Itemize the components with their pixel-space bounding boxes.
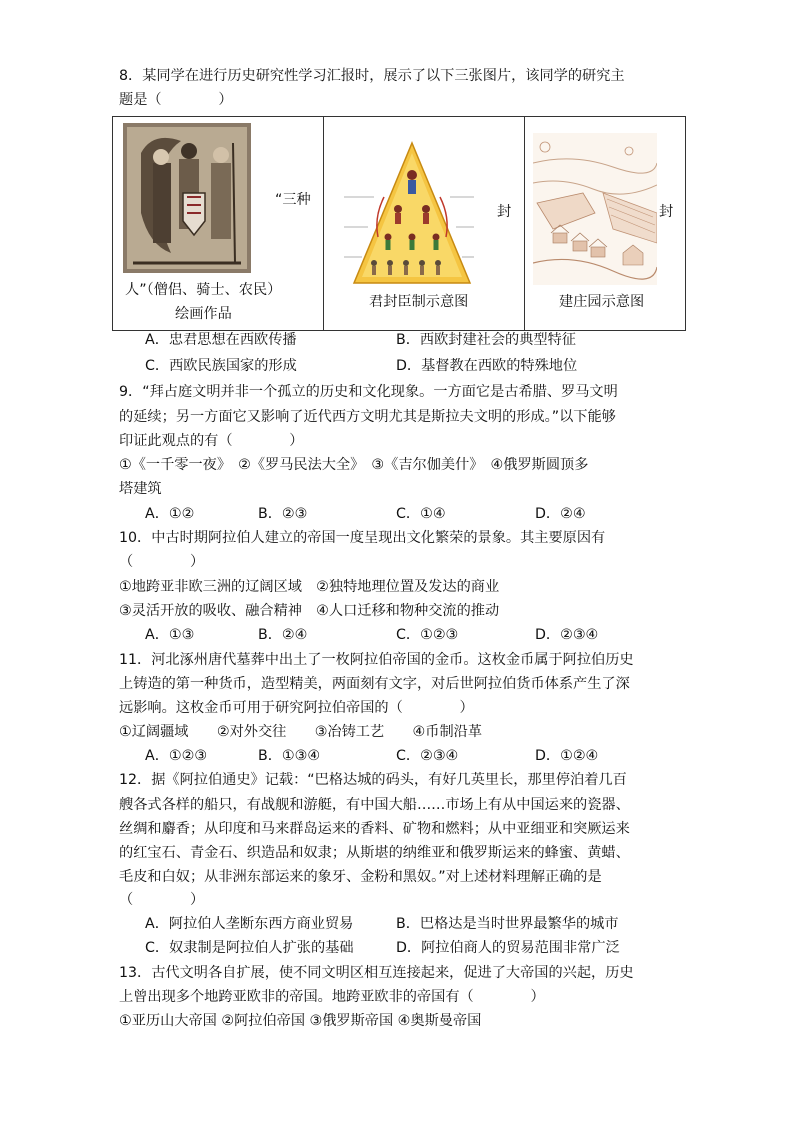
- q10-line3: ①地跨亚非欧三洲的辽阔区域 ②独特地理位置及发达的商业: [119, 579, 500, 595]
- q9-option-b: B．②③: [258, 506, 308, 522]
- q8-option-b: B．西欧封建社会的典型特征: [396, 332, 576, 348]
- q13-line3: ①亚历山大帝国 ②阿拉伯帝国 ③俄罗斯帝国 ④奥斯曼帝国: [119, 1013, 482, 1029]
- fig1-label-bottom2: 绘画作品: [175, 306, 232, 322]
- q11-line1: 11．河北涿州唐代墓葬中出土了一枚阿拉伯帝国的金币。这枚金币属于阿拉伯历史: [119, 652, 634, 668]
- q11-line2: 上铸造的第一种货币，造型精美，两面刻有文字，对后世阿拉伯货币体系产生了深: [119, 676, 630, 692]
- fig2-right-char: 封: [497, 204, 512, 220]
- q12-line3: 丝绸和麝香；从印度和马来群岛运来的香料、矿物和燃料；从中亚细亚和突厥运来: [119, 821, 630, 837]
- q12-option-a: A．阿拉伯人垄断东西方商业贸易: [145, 916, 354, 932]
- q9-line2: 的延续；另一方面它又影响了近代西方文明尤其是斯拉夫文明的形成。”以下能够: [119, 409, 616, 425]
- q8-option-d: D．基督教在西欧的特殊地位: [396, 358, 578, 374]
- q9-option-d: D．②④: [535, 506, 586, 522]
- q11-line3: 远影响。这枚金币可用于研究阿拉伯帝国的（ ）: [119, 700, 474, 716]
- manor-illustration-image: [533, 133, 657, 285]
- figure-three-estates: [113, 117, 324, 331]
- figure-manor: [525, 117, 686, 331]
- q12-option-b: B．巴格达是当时世界最繁华的城市: [396, 916, 619, 932]
- q8-stem-line1: 8．某同学在进行历史研究性学习汇报时，展示了以下三张图片，该同学的研究主: [119, 68, 625, 84]
- q9-option-c: C．①④: [396, 506, 446, 522]
- q12-line6: （ ）: [119, 892, 205, 908]
- q10-option-b: B．②④: [258, 627, 308, 643]
- q13-line2: 上曾出现多个地跨亚欧非的帝国。地跨亚欧非的帝国有（ ）: [119, 989, 545, 1005]
- q10-option-a: A．①③: [145, 627, 195, 643]
- q11-option-b: B．①③④: [258, 748, 321, 764]
- q9-line4: ①《一千零一夜》 ②《罗马民法大全》 ③《吉尔伽美什》 ④俄罗斯圆顶多: [119, 457, 589, 473]
- q10-line4: ③灵活开放的吸收、融合精神 ④人口迁移和物种交流的推动: [119, 603, 500, 619]
- figure-lord-vassal: [324, 117, 525, 331]
- q8-option-c: C．西欧民族国家的形成: [145, 358, 297, 374]
- q10-option-d: D．②③④: [535, 627, 599, 643]
- q12-line2: 艘各式各样的船只，有战舰和游艇，有中国大船……市场上有从中国运来的瓷器、: [119, 797, 630, 813]
- q8-stem-line2: 题是（ ）: [119, 92, 233, 108]
- fig3-caption: 建庄园示意图: [559, 294, 645, 310]
- fig2-caption: 君封臣制示意图: [369, 294, 469, 310]
- q12-option-d: D．阿拉伯商人的贸易范围非常广泛: [396, 940, 620, 956]
- q10-option-c: C．①②③: [396, 627, 459, 643]
- fig3-left-char: 封: [659, 204, 674, 220]
- q9-line5: 塔建筑: [119, 481, 162, 497]
- q10-line2: （ ）: [119, 554, 205, 570]
- q11-line4: ①辽阔疆域 ②对外交往 ③冶铸工艺 ④币制沿革: [119, 724, 483, 740]
- q9-line1: 9．“拜占庭文明并非一个孤立的历史和文化现象。一方面它是古希腊、罗马文明: [119, 384, 618, 400]
- q12-line1: 12．据《阿拉伯通史》记载：“巴格达城的码头，有好几英里长，那里停泊着几百: [119, 772, 627, 788]
- q11-option-c: C．②③④: [396, 748, 459, 764]
- fig1-label-top: “三种: [275, 192, 311, 208]
- q8-figure-table: [112, 116, 686, 331]
- q12-option-c: C．奴隶制是阿拉伯人扩张的基础: [145, 940, 354, 956]
- feudal-pyramid-diagram: [344, 137, 474, 287]
- q11-option-a: A．①②③: [145, 748, 208, 764]
- q10-line1: 10．中古时期阿拉伯人建立的帝国一度呈现出文化繁荣的景象。其主要原因有: [119, 530, 606, 546]
- fig1-label-bottom: 人”（僧侣、骑士、农民）: [125, 282, 282, 298]
- q8-option-a: A．忠君思想在西欧传播: [145, 332, 297, 348]
- q12-line4: 的红宝石、青金石、织造品和奴隶；从斯堪的纳维亚和俄罗斯运来的蜂蜜、黄蜡、: [119, 845, 630, 861]
- q9-option-a: A．①②: [145, 506, 195, 522]
- three-estates-painting-image: [123, 123, 251, 273]
- q11-option-d: D．①②④: [535, 748, 599, 764]
- q13-line1: 13．古代文明各自扩展，使不同文明区相互连接起来，促进了大帝国的兴起，历史: [119, 965, 634, 981]
- q12-line5: 毛皮和白奴；从非洲东部运来的象牙、金粉和黑奴。”对上述材料理解正确的是: [119, 869, 602, 885]
- q9-line3: 印证此观点的有（ ）: [119, 433, 304, 449]
